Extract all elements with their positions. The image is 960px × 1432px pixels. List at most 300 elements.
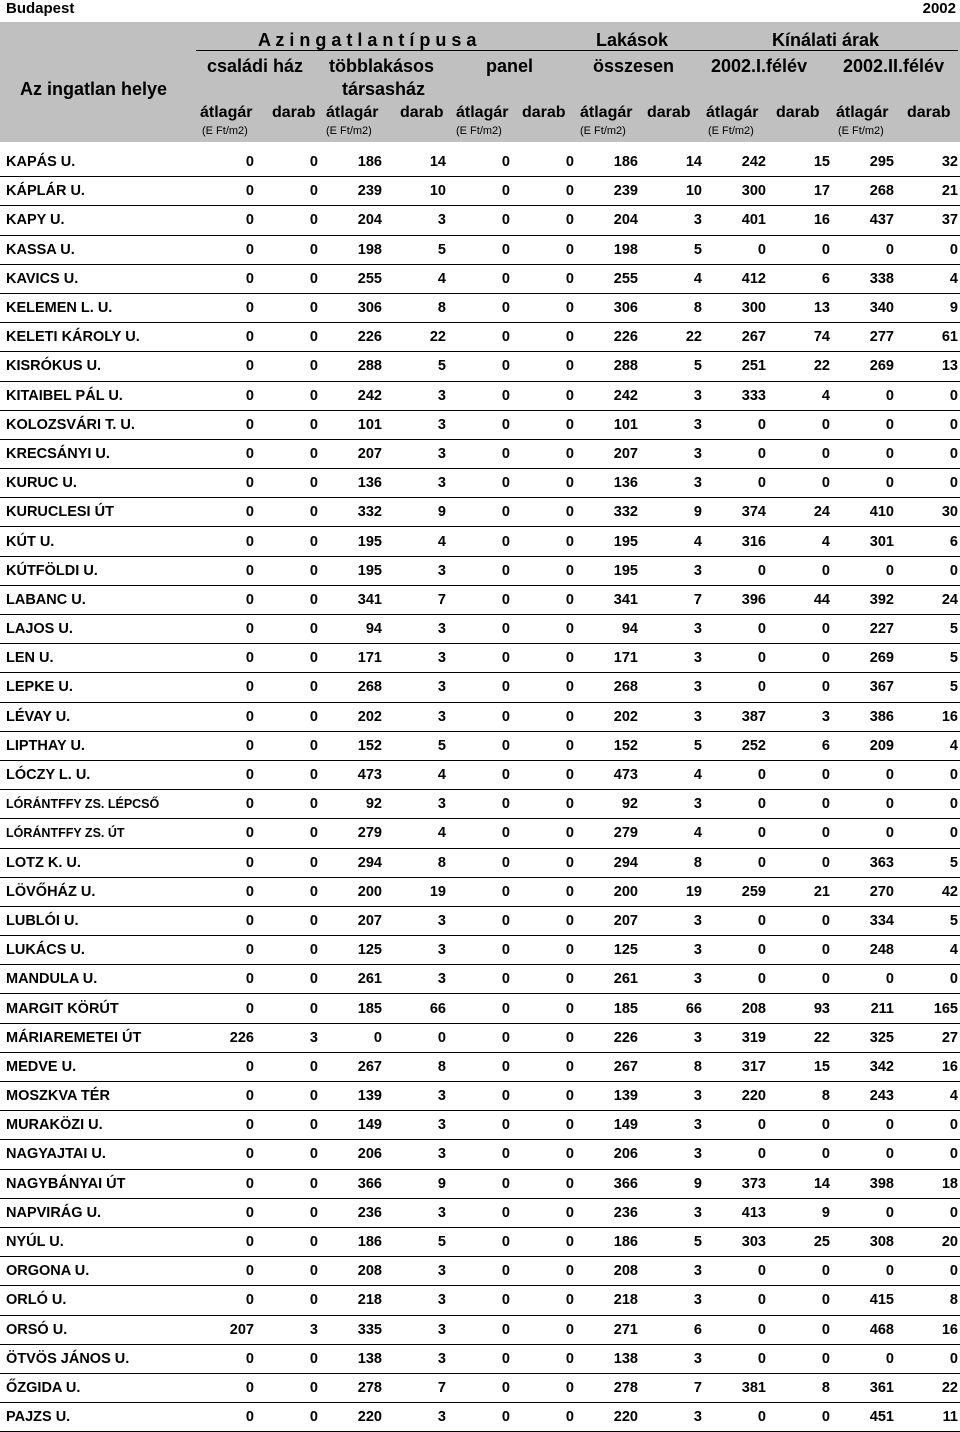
table-row bbox=[0, 264, 960, 293]
count-cell: 9 bbox=[900, 293, 960, 322]
count-cell: 9 bbox=[644, 498, 708, 527]
avg-price-cell: 255 bbox=[580, 264, 644, 293]
table-row bbox=[0, 293, 960, 322]
count-cell: 3 bbox=[388, 439, 452, 468]
avg-price-cell: 0 bbox=[452, 235, 516, 264]
street-name-cell: LEN U. bbox=[0, 644, 196, 673]
count-cell: 17 bbox=[772, 177, 836, 206]
count-cell: 6 bbox=[772, 264, 836, 293]
avg-price-cell: 200 bbox=[324, 877, 388, 906]
avg-price-cell: 0 bbox=[708, 906, 772, 935]
count-cell: 4 bbox=[388, 527, 452, 556]
table-row bbox=[0, 1403, 960, 1432]
table-row bbox=[0, 1023, 960, 1052]
street-name-cell: ÖTVÖS JÁNOS U. bbox=[0, 1344, 196, 1373]
avg-price-cell: 226 bbox=[324, 323, 388, 352]
avg-price-cell: 0 bbox=[708, 235, 772, 264]
avg-price-cell: 195 bbox=[580, 527, 644, 556]
avg-price-cell: 186 bbox=[580, 1227, 644, 1256]
table-row bbox=[0, 585, 960, 614]
avg-price-cell: 0 bbox=[452, 1227, 516, 1256]
count-cell: 0 bbox=[516, 469, 580, 498]
table-row bbox=[0, 877, 960, 906]
avg-price-cell: 0 bbox=[708, 1111, 772, 1140]
count-cell: 0 bbox=[260, 936, 324, 965]
avg-price-cell: 0 bbox=[708, 936, 772, 965]
avg-price-cell: 0 bbox=[196, 936, 260, 965]
count-cell: 0 bbox=[516, 323, 580, 352]
avg-price-cell: 239 bbox=[324, 177, 388, 206]
avg-price-cell: 473 bbox=[324, 760, 388, 789]
avg-price-cell: 209 bbox=[836, 731, 900, 760]
count-cell: 0 bbox=[516, 1111, 580, 1140]
avg-price-cell: 0 bbox=[452, 1403, 516, 1432]
count-cell: 0 bbox=[260, 673, 324, 702]
count-cell: 0 bbox=[516, 760, 580, 789]
avg-price-cell: 0 bbox=[708, 965, 772, 994]
count-cell: 10 bbox=[388, 177, 452, 206]
avg-price-cell: 473 bbox=[580, 760, 644, 789]
avg-price-cell: 207 bbox=[196, 1315, 260, 1344]
count-cell: 0 bbox=[900, 790, 960, 819]
avg-price-cell: 340 bbox=[836, 293, 900, 322]
street-name-cell: MOSZKVA TÉR bbox=[0, 1082, 196, 1111]
count-cell: 7 bbox=[388, 585, 452, 614]
count-cell: 0 bbox=[516, 936, 580, 965]
count-cell: 5 bbox=[644, 235, 708, 264]
avg-price-cell: 0 bbox=[452, 206, 516, 235]
count-cell: 0 bbox=[260, 498, 324, 527]
street-name-cell: KAPÁS U. bbox=[0, 148, 196, 177]
street-name-cell: KAVICS U. bbox=[0, 264, 196, 293]
count-cell: 3 bbox=[388, 410, 452, 439]
count-cell: 0 bbox=[260, 994, 324, 1023]
table-row bbox=[0, 936, 960, 965]
avg-price-cell: 387 bbox=[708, 702, 772, 731]
count-cell: 37 bbox=[900, 206, 960, 235]
count-cell: 0 bbox=[772, 965, 836, 994]
count-cell: 4 bbox=[900, 936, 960, 965]
avg-price-cell: 239 bbox=[580, 177, 644, 206]
table-row bbox=[0, 702, 960, 731]
avg-price-cell: 288 bbox=[324, 352, 388, 381]
table-row bbox=[0, 848, 960, 877]
avg-price-cell: 341 bbox=[580, 585, 644, 614]
avg-price-cell: 0 bbox=[836, 1198, 900, 1227]
count-cell: 8 bbox=[388, 848, 452, 877]
count-cell: 0 bbox=[260, 1111, 324, 1140]
count-cell: 3 bbox=[260, 1315, 324, 1344]
avg-price-cell: 0 bbox=[708, 410, 772, 439]
table-row bbox=[0, 527, 960, 556]
count-cell: 0 bbox=[260, 293, 324, 322]
street-name-cell: LÓCZY L. U. bbox=[0, 760, 196, 789]
avg-price-cell: 0 bbox=[708, 673, 772, 702]
unit-label-6: (E Ft/m2) bbox=[838, 125, 884, 137]
count-cell: 0 bbox=[516, 1169, 580, 1198]
count-cell: 0 bbox=[516, 206, 580, 235]
avg-price-cell: 277 bbox=[836, 323, 900, 352]
avg-price-cell: 207 bbox=[324, 906, 388, 935]
count-cell: 0 bbox=[772, 439, 836, 468]
street-name-cell: ORSÓ U. bbox=[0, 1315, 196, 1344]
count-cell: 3 bbox=[644, 1403, 708, 1432]
count-cell: 11 bbox=[900, 1403, 960, 1432]
data-table bbox=[0, 148, 960, 1432]
count-cell: 4 bbox=[900, 1082, 960, 1111]
count-cell: 0 bbox=[260, 1286, 324, 1315]
count-cell: 3 bbox=[644, 1082, 708, 1111]
avg-price-cell: 207 bbox=[580, 906, 644, 935]
avg-price-cell: 300 bbox=[708, 293, 772, 322]
avg-header-6: átlagár bbox=[836, 104, 889, 121]
avg-price-cell: 0 bbox=[196, 293, 260, 322]
header-rule bbox=[196, 50, 958, 51]
avg-price-cell: 248 bbox=[836, 936, 900, 965]
avg-price-cell: 278 bbox=[324, 1373, 388, 1402]
avg-price-cell: 208 bbox=[708, 994, 772, 1023]
avg-price-cell: 204 bbox=[580, 206, 644, 235]
table-row bbox=[0, 381, 960, 410]
avg-price-cell: 269 bbox=[836, 644, 900, 673]
count-cell: 0 bbox=[772, 1403, 836, 1432]
avg-price-cell: 0 bbox=[196, 731, 260, 760]
count-cell: 0 bbox=[516, 877, 580, 906]
avg-price-cell: 186 bbox=[324, 148, 388, 177]
avg-price-cell: 186 bbox=[580, 148, 644, 177]
count-cell: 3 bbox=[388, 1286, 452, 1315]
count-cell: 0 bbox=[772, 469, 836, 498]
avg-price-cell: 208 bbox=[324, 1257, 388, 1286]
table-header bbox=[0, 22, 960, 142]
count-cell: 5 bbox=[644, 352, 708, 381]
table-row bbox=[0, 673, 960, 702]
count-cell: 3 bbox=[388, 702, 452, 731]
count-cell: 0 bbox=[260, 1198, 324, 1227]
table-row bbox=[0, 819, 960, 848]
table-row bbox=[0, 439, 960, 468]
avg-price-cell: 0 bbox=[196, 790, 260, 819]
table-row bbox=[0, 1227, 960, 1256]
avg-header-5: átlagár bbox=[706, 104, 759, 121]
avg-price-cell: 0 bbox=[836, 410, 900, 439]
unit-label-5: (E Ft/m2) bbox=[708, 125, 754, 137]
avg-price-cell: 0 bbox=[196, 527, 260, 556]
avg-price-cell: 0 bbox=[196, 1169, 260, 1198]
avg-price-cell: 410 bbox=[836, 498, 900, 527]
avg-price-cell: 186 bbox=[324, 1227, 388, 1256]
count-cell: 8 bbox=[644, 293, 708, 322]
count-cell: 3 bbox=[644, 439, 708, 468]
avg-price-cell: 0 bbox=[324, 1023, 388, 1052]
count-cell: 0 bbox=[260, 585, 324, 614]
avg-price-cell: 243 bbox=[836, 1082, 900, 1111]
street-name-cell: KISRÓKUS U. bbox=[0, 352, 196, 381]
count-cell: 0 bbox=[516, 527, 580, 556]
count-cell: 0 bbox=[260, 1169, 324, 1198]
count-cell: 8 bbox=[388, 293, 452, 322]
count-cell: 0 bbox=[260, 877, 324, 906]
unit-label-1: (E Ft/m2) bbox=[202, 125, 248, 137]
count-cell: 3 bbox=[644, 702, 708, 731]
count-cell: 4 bbox=[900, 264, 960, 293]
count-cell: 21 bbox=[772, 877, 836, 906]
avg-price-cell: 0 bbox=[708, 790, 772, 819]
avg-price-cell: 261 bbox=[324, 965, 388, 994]
avg-price-cell: 0 bbox=[452, 1344, 516, 1373]
avg-price-cell: 0 bbox=[452, 148, 516, 177]
count-cell: 14 bbox=[644, 148, 708, 177]
avg-price-cell: 0 bbox=[452, 498, 516, 527]
count-cell: 0 bbox=[772, 1344, 836, 1373]
count-cell: 0 bbox=[260, 965, 324, 994]
avg-price-cell: 261 bbox=[580, 965, 644, 994]
count-header-5: darab bbox=[776, 104, 820, 121]
count-cell: 0 bbox=[260, 1403, 324, 1432]
avg-price-cell: 236 bbox=[580, 1198, 644, 1227]
unit-label-4: (E Ft/m2) bbox=[580, 125, 626, 137]
street-name-cell: LOTZ K. U. bbox=[0, 848, 196, 877]
count-cell: 0 bbox=[260, 235, 324, 264]
count-cell: 4 bbox=[644, 760, 708, 789]
avg-price-cell: 366 bbox=[580, 1169, 644, 1198]
street-name-cell: KURUC U. bbox=[0, 469, 196, 498]
count-cell: 0 bbox=[516, 293, 580, 322]
avg-price-cell: 381 bbox=[708, 1373, 772, 1402]
street-name-cell: KÚT U. bbox=[0, 527, 196, 556]
avg-price-cell: 242 bbox=[580, 381, 644, 410]
avg-price-cell: 101 bbox=[324, 410, 388, 439]
avg-price-cell: 341 bbox=[324, 585, 388, 614]
location-header: Az ingatlan helye bbox=[20, 79, 168, 99]
avg-price-cell: 0 bbox=[452, 293, 516, 322]
avg-price-cell: 0 bbox=[196, 177, 260, 206]
avg-price-cell: 136 bbox=[580, 469, 644, 498]
avg-price-cell: 185 bbox=[580, 994, 644, 1023]
avg-price-cell: 0 bbox=[708, 469, 772, 498]
count-cell: 0 bbox=[260, 848, 324, 877]
avg-price-cell: 171 bbox=[324, 644, 388, 673]
avg-price-cell: 317 bbox=[708, 1052, 772, 1081]
count-cell: 0 bbox=[260, 819, 324, 848]
panel-header: panel bbox=[486, 56, 534, 76]
count-cell: 0 bbox=[772, 410, 836, 439]
count-cell: 3 bbox=[388, 1082, 452, 1111]
avg-price-cell: 268 bbox=[580, 673, 644, 702]
avg-price-cell: 0 bbox=[836, 760, 900, 789]
count-cell: 4 bbox=[644, 527, 708, 556]
street-name-cell: KITAIBEL PÁL U. bbox=[0, 381, 196, 410]
count-cell: 0 bbox=[772, 936, 836, 965]
count-cell: 16 bbox=[900, 702, 960, 731]
avg-price-cell: 267 bbox=[580, 1052, 644, 1081]
avg-price-cell: 363 bbox=[836, 848, 900, 877]
count-cell: 6 bbox=[644, 1315, 708, 1344]
count-cell: 0 bbox=[260, 790, 324, 819]
avg-price-cell: 198 bbox=[324, 235, 388, 264]
table-row bbox=[0, 148, 960, 177]
count-cell: 0 bbox=[900, 235, 960, 264]
count-cell: 0 bbox=[260, 264, 324, 293]
avg-price-cell: 0 bbox=[196, 410, 260, 439]
avg-price-cell: 0 bbox=[196, 585, 260, 614]
count-cell: 3 bbox=[388, 1257, 452, 1286]
count-cell: 0 bbox=[900, 819, 960, 848]
city-label: Budapest bbox=[6, 0, 75, 17]
table-row bbox=[0, 1198, 960, 1227]
table-row bbox=[0, 323, 960, 352]
unit-label-3: (E Ft/m2) bbox=[456, 125, 502, 137]
count-cell: 0 bbox=[772, 1111, 836, 1140]
avg-price-cell: 0 bbox=[836, 790, 900, 819]
avg-price-cell: 0 bbox=[452, 965, 516, 994]
count-cell: 8 bbox=[772, 1373, 836, 1402]
avg-price-cell: 0 bbox=[196, 439, 260, 468]
avg-price-cell: 415 bbox=[836, 1286, 900, 1315]
page-header bbox=[0, 0, 960, 22]
avg-price-cell: 0 bbox=[196, 235, 260, 264]
avg-price-cell: 0 bbox=[708, 1403, 772, 1432]
count-cell: 0 bbox=[772, 848, 836, 877]
avg-price-cell: 218 bbox=[580, 1286, 644, 1315]
count-header-4: darab bbox=[647, 104, 691, 121]
count-cell: 0 bbox=[772, 1286, 836, 1315]
avg-price-cell: 332 bbox=[324, 498, 388, 527]
avg-price-cell: 451 bbox=[836, 1403, 900, 1432]
street-name-cell: LÖVŐHÁZ U. bbox=[0, 877, 196, 906]
count-cell: 165 bbox=[900, 994, 960, 1023]
count-cell: 16 bbox=[900, 1315, 960, 1344]
avg-price-cell: 374 bbox=[708, 498, 772, 527]
avg-price-cell: 125 bbox=[580, 936, 644, 965]
avg-price-cell: 195 bbox=[324, 556, 388, 585]
count-cell: 14 bbox=[388, 148, 452, 177]
avg-price-cell: 294 bbox=[324, 848, 388, 877]
count-cell: 3 bbox=[388, 1198, 452, 1227]
count-cell: 3 bbox=[644, 410, 708, 439]
count-cell: 0 bbox=[516, 1082, 580, 1111]
street-name-cell: LÉVAY U. bbox=[0, 702, 196, 731]
count-cell: 3 bbox=[644, 965, 708, 994]
count-cell: 22 bbox=[772, 1023, 836, 1052]
avg-price-cell: 332 bbox=[580, 498, 644, 527]
count-cell: 0 bbox=[516, 1373, 580, 1402]
avg-price-cell: 0 bbox=[452, 556, 516, 585]
count-cell: 0 bbox=[516, 673, 580, 702]
count-cell: 0 bbox=[900, 381, 960, 410]
avg-price-cell: 208 bbox=[580, 1257, 644, 1286]
count-cell: 3 bbox=[644, 1198, 708, 1227]
avg-price-cell: 0 bbox=[196, 1344, 260, 1373]
count-cell: 9 bbox=[388, 498, 452, 527]
count-cell: 3 bbox=[388, 615, 452, 644]
avg-price-cell: 0 bbox=[452, 615, 516, 644]
count-cell: 66 bbox=[644, 994, 708, 1023]
avg-price-cell: 171 bbox=[580, 644, 644, 673]
avg-price-cell: 413 bbox=[708, 1198, 772, 1227]
count-cell: 0 bbox=[900, 410, 960, 439]
avg-price-cell: 0 bbox=[196, 1403, 260, 1432]
avg-price-cell: 268 bbox=[836, 177, 900, 206]
total-header-line2: összesen bbox=[593, 56, 675, 76]
street-name-cell: KOLOZSVÁRI T. U. bbox=[0, 410, 196, 439]
avg-price-cell: 101 bbox=[580, 410, 644, 439]
avg-price-cell: 0 bbox=[452, 906, 516, 935]
avg-price-cell: 211 bbox=[836, 994, 900, 1023]
table-row bbox=[0, 1169, 960, 1198]
street-name-cell: KASSA U. bbox=[0, 235, 196, 264]
avg-price-cell: 0 bbox=[836, 439, 900, 468]
avg-price-cell: 206 bbox=[324, 1140, 388, 1169]
avg-price-cell: 0 bbox=[452, 1257, 516, 1286]
count-cell: 3 bbox=[644, 1023, 708, 1052]
count-cell: 5 bbox=[900, 848, 960, 877]
count-cell: 0 bbox=[900, 469, 960, 498]
count-cell: 0 bbox=[516, 731, 580, 760]
count-cell: 0 bbox=[772, 615, 836, 644]
street-name-cell: KÁPLÁR U. bbox=[0, 177, 196, 206]
count-cell: 0 bbox=[260, 906, 324, 935]
count-cell: 3 bbox=[388, 556, 452, 585]
count-cell: 3 bbox=[644, 936, 708, 965]
count-cell: 4 bbox=[388, 819, 452, 848]
count-cell: 0 bbox=[900, 965, 960, 994]
count-cell: 15 bbox=[772, 1052, 836, 1081]
count-cell: 0 bbox=[900, 760, 960, 789]
offer-prices-header: Kínálati árak bbox=[772, 30, 880, 50]
avg-price-cell: 0 bbox=[708, 644, 772, 673]
count-cell: 3 bbox=[644, 644, 708, 673]
avg-price-cell: 94 bbox=[580, 615, 644, 644]
count-cell: 0 bbox=[900, 556, 960, 585]
avg-price-cell: 0 bbox=[452, 877, 516, 906]
count-cell: 3 bbox=[644, 906, 708, 935]
count-cell: 3 bbox=[388, 644, 452, 673]
count-cell: 5 bbox=[388, 352, 452, 381]
count-cell: 0 bbox=[260, 1052, 324, 1081]
table-row bbox=[0, 790, 960, 819]
avg-price-cell: 0 bbox=[196, 1227, 260, 1256]
count-cell: 0 bbox=[516, 556, 580, 585]
count-cell: 21 bbox=[900, 177, 960, 206]
avg-price-cell: 0 bbox=[196, 1286, 260, 1315]
avg-price-cell: 0 bbox=[196, 1082, 260, 1111]
count-cell: 3 bbox=[388, 381, 452, 410]
table-row bbox=[0, 965, 960, 994]
avg-price-cell: 0 bbox=[196, 1373, 260, 1402]
avg-price-cell: 0 bbox=[452, 585, 516, 614]
avg-price-cell: 0 bbox=[708, 1315, 772, 1344]
table-row bbox=[0, 906, 960, 935]
avg-price-cell: 396 bbox=[708, 585, 772, 614]
avg-price-cell: 207 bbox=[324, 439, 388, 468]
count-cell: 9 bbox=[388, 1169, 452, 1198]
count-cell: 5 bbox=[644, 1227, 708, 1256]
count-cell: 22 bbox=[388, 323, 452, 352]
avg-price-cell: 0 bbox=[196, 498, 260, 527]
count-cell: 14 bbox=[772, 1169, 836, 1198]
avg-price-cell: 92 bbox=[324, 790, 388, 819]
count-cell: 0 bbox=[260, 1227, 324, 1256]
count-cell: 0 bbox=[900, 1140, 960, 1169]
avg-price-cell: 125 bbox=[324, 936, 388, 965]
avg-price-cell: 0 bbox=[196, 206, 260, 235]
avg-header-3: átlagár bbox=[456, 104, 509, 121]
avg-price-cell: 139 bbox=[324, 1082, 388, 1111]
avg-price-cell: 271 bbox=[580, 1315, 644, 1344]
avg-price-cell: 92 bbox=[580, 790, 644, 819]
count-cell: 0 bbox=[388, 1023, 452, 1052]
